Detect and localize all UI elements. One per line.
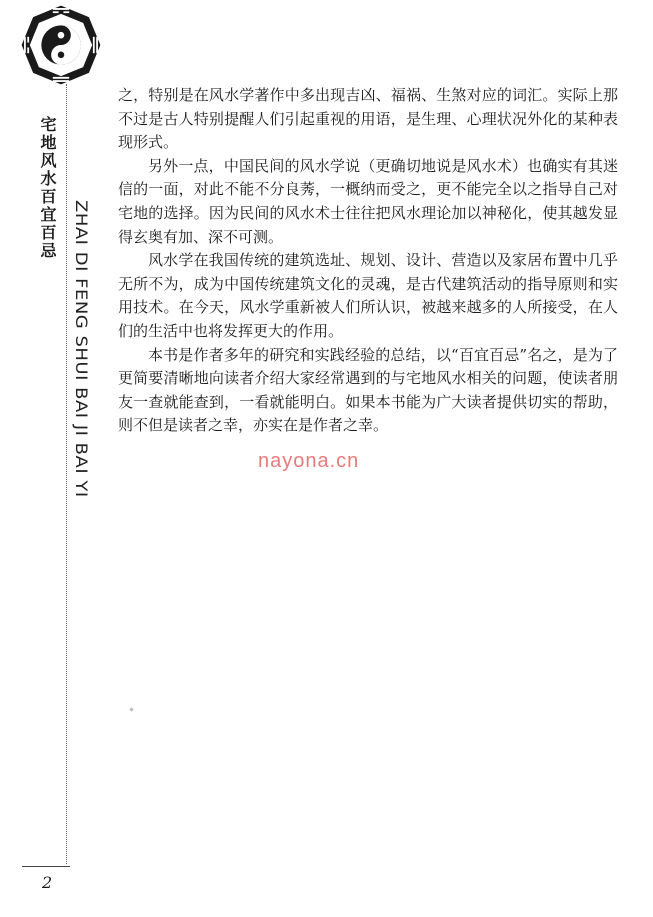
watermark: nayona.cn: [258, 450, 360, 472]
footer-rule: [22, 866, 70, 867]
page-number: 2: [42, 873, 53, 892]
body-text: [118, 84, 618, 438]
scan-speck: [129, 707, 133, 711]
paragraph: 本书是作者多年的研究和实践经验的总结，以“百宜百忌”名之，是为了更简要清晰地向读者介绍大家经常遇到的与宅地风水相关的问题，使读者朋友一查就能查到，一看就能明白。如果本书能为广大读者提供切实的帮助，则不但是读者之幸，亦实在是作者之幸。: [118, 345, 618, 435]
sidebar: [0, 0, 96, 917]
paragraph: 风水学在我国传统的建筑选址、规划、设计、营造以及家居布置中几乎无所不为，成为中国传统建筑文化的灵魂，是古代建筑活动的指导原则和实用技术。在今天，风水学重新被人们所认识，被越来越多的人所接受，在人们的生活中也将发挥更大的作用。: [118, 251, 618, 340]
bagua-taiji-icon: [20, 4, 102, 86]
paragraph: 另外一点，中国民间的风水学说（更确切地说是风水术）也确实有其迷信的一面，对此不能不分良莠，一概纳而受之，更不能完全以之指导自己对宅地的选择。因为民间的风水术士往往把风水理论加以神秘化，使其越发显得玄奥有加、深不可测。: [118, 156, 618, 246]
paragraph: 之，特别是在风水学著作中多出现吉凶、福祸、生煞对应的词汇。实际上那不过是古人特别提醒人们引起重视的用语，是生理、心理状况外化的某种表现形式。: [118, 86, 618, 152]
sidebar-dotted-divider: [66, 84, 67, 864]
book-title: 宅地风水百宜百忌: [38, 116, 57, 260]
book-title-pinyin: ZHAI DI FENG SHUI BAI JI BAI YI: [71, 200, 91, 498]
